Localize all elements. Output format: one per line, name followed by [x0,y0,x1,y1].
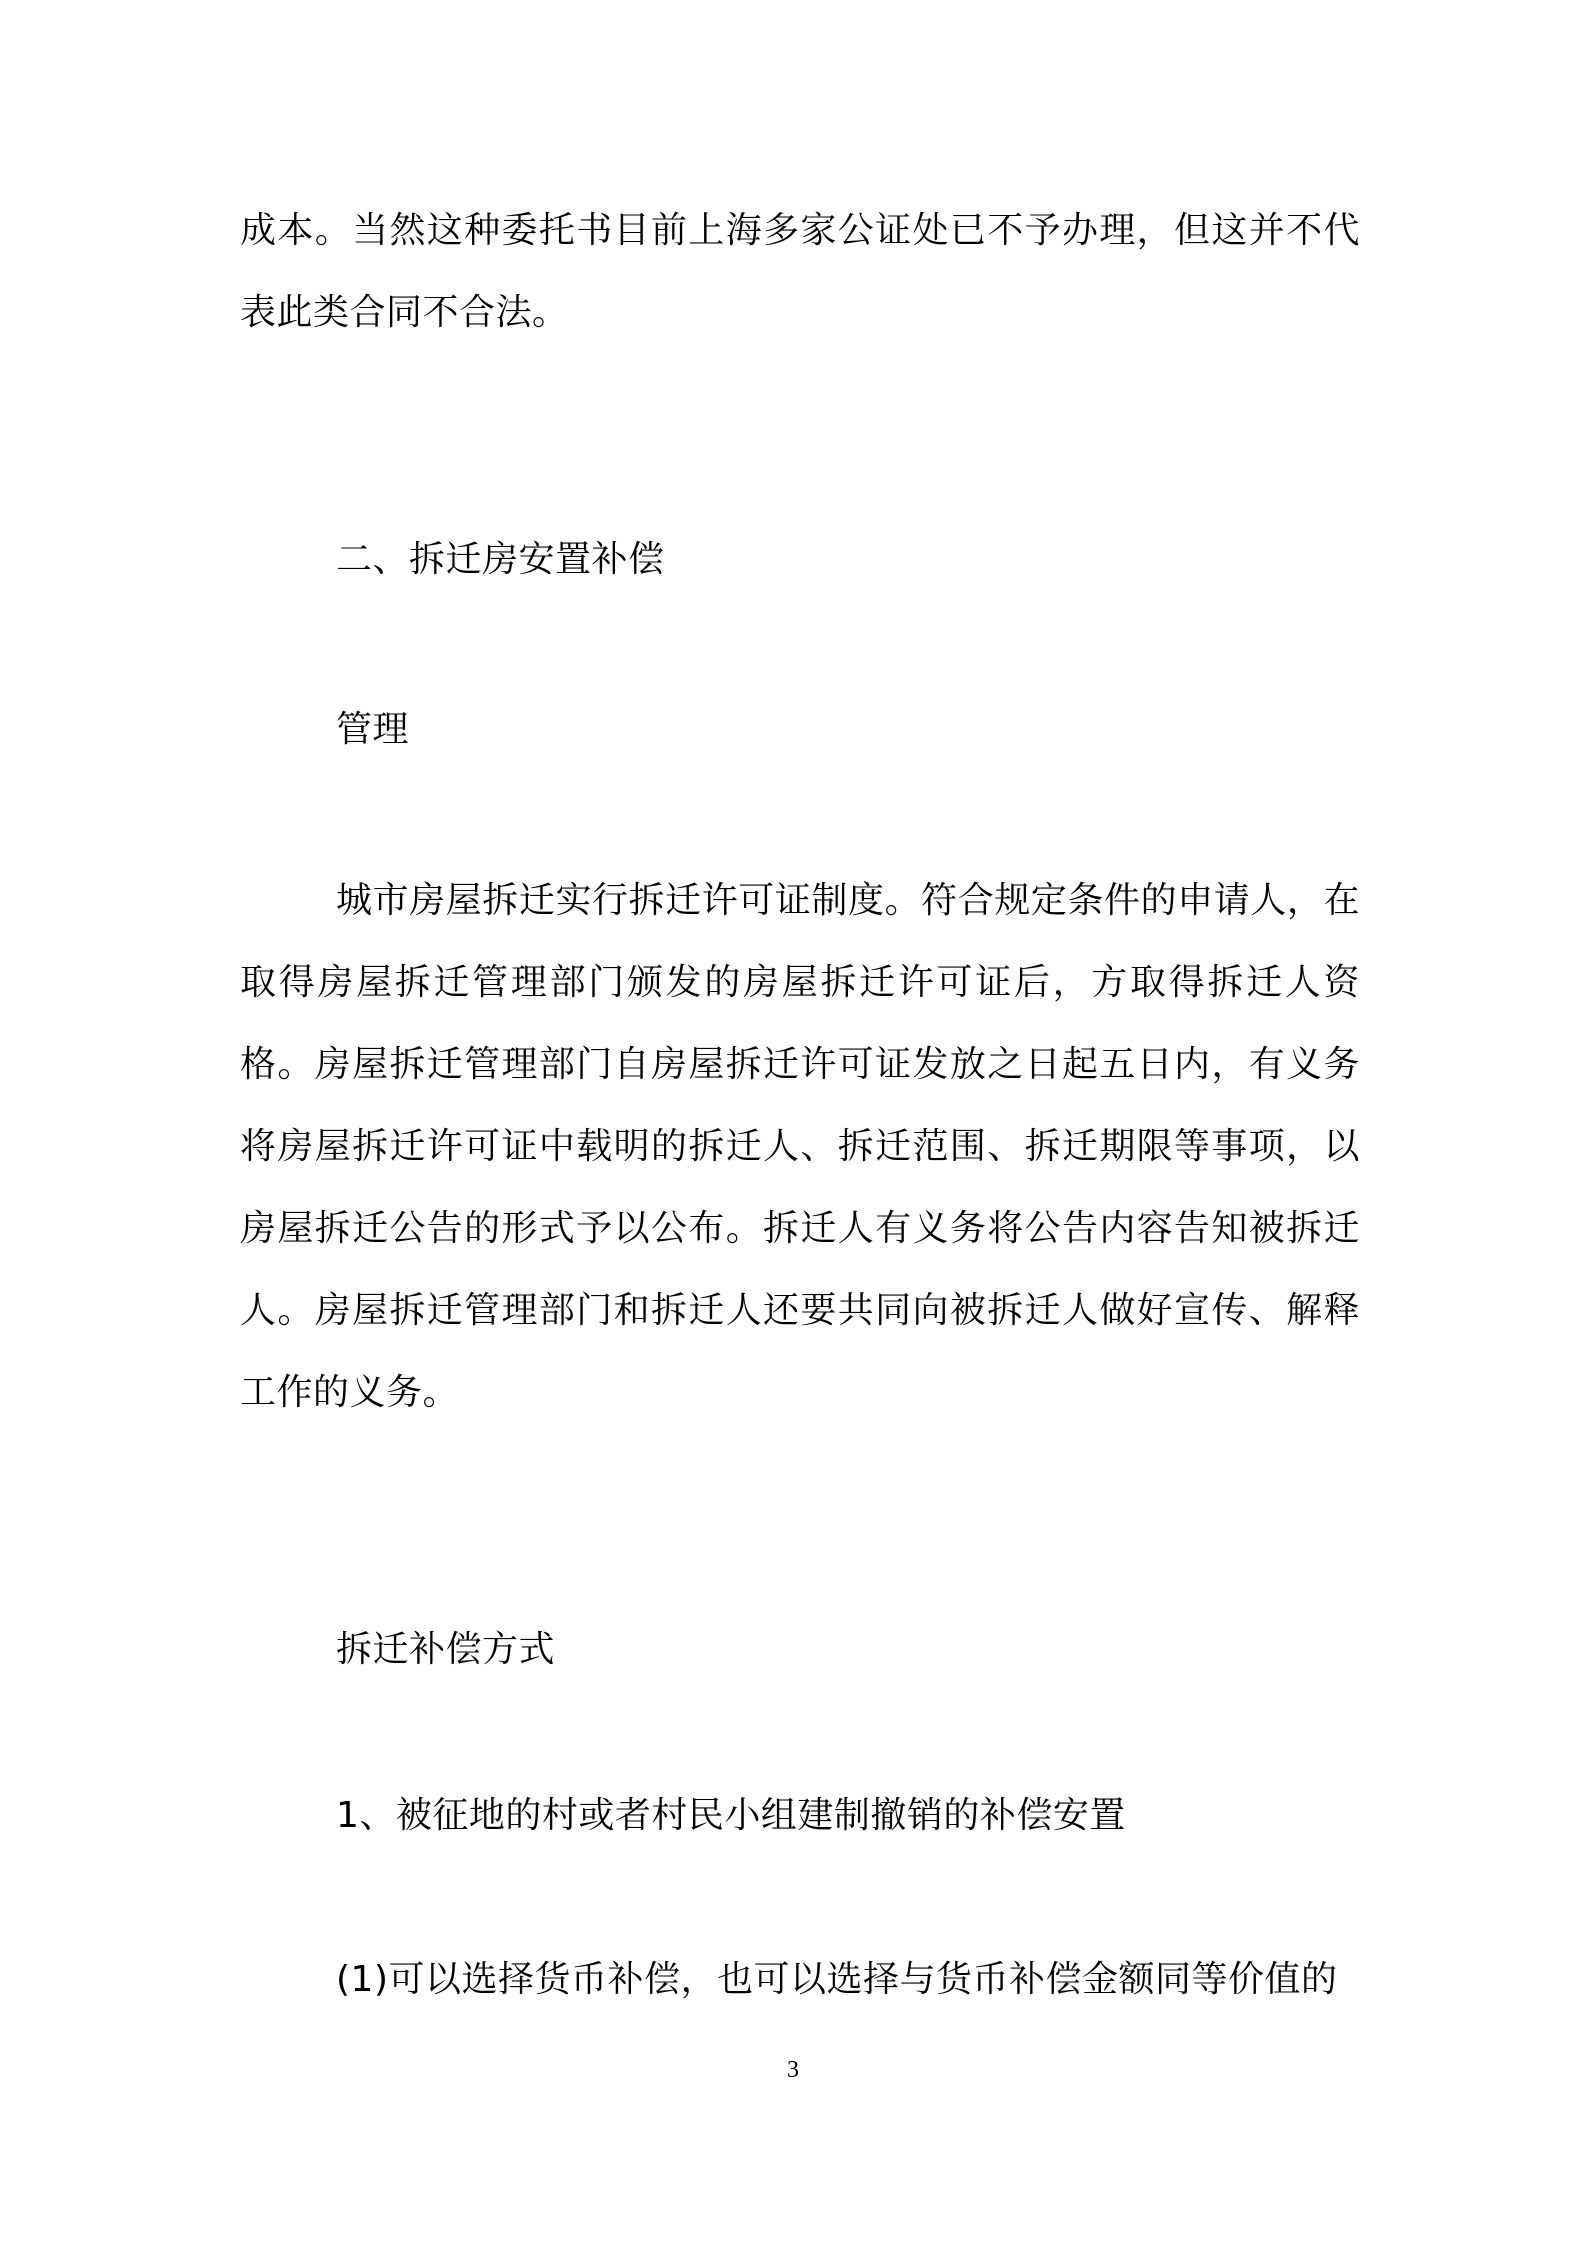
subheading-management: 管理 [336,709,410,750]
list-item-1-sub-1: (1)可以选择货币补偿，也可以选择与货币补偿金额同等价值的 [336,1959,1338,2000]
list-item-1: 1、被征地的村或者村民小组建制撤销的补偿安置 [336,1795,1126,1836]
section-heading: 二、拆迁房安置补偿 [336,539,665,580]
continuation-paragraph: 成本。当然这种委托书目前上海多家公证处已不予办理，但这并不代表此类合同不合法。 [240,210,1360,333]
page-number: 3 [787,2057,799,2083]
subheading-compensation: 拆迁补偿方式 [336,1629,556,1670]
management-paragraph: 城市房屋拆迁实行拆迁许可证制度。符合规定条件的申请人，在取得房屋拆迁管理部门颁发的房屋拆迁许可证后，方取得拆迁人资格。房屋拆迁管理部门自房屋拆迁许可证发放之日起五日内，有义务将房屋拆迁许可证中载明的拆迁人、拆迁范围、拆迁期限等事项，以房屋拆迁公告的形式予以公布。拆迁人有义务将公告内容告知被拆迁人。房屋拆迁管理部门和拆迁人还要共同向被拆迁人做好宣传、解释工作的义务。 [240,880,1360,1413]
